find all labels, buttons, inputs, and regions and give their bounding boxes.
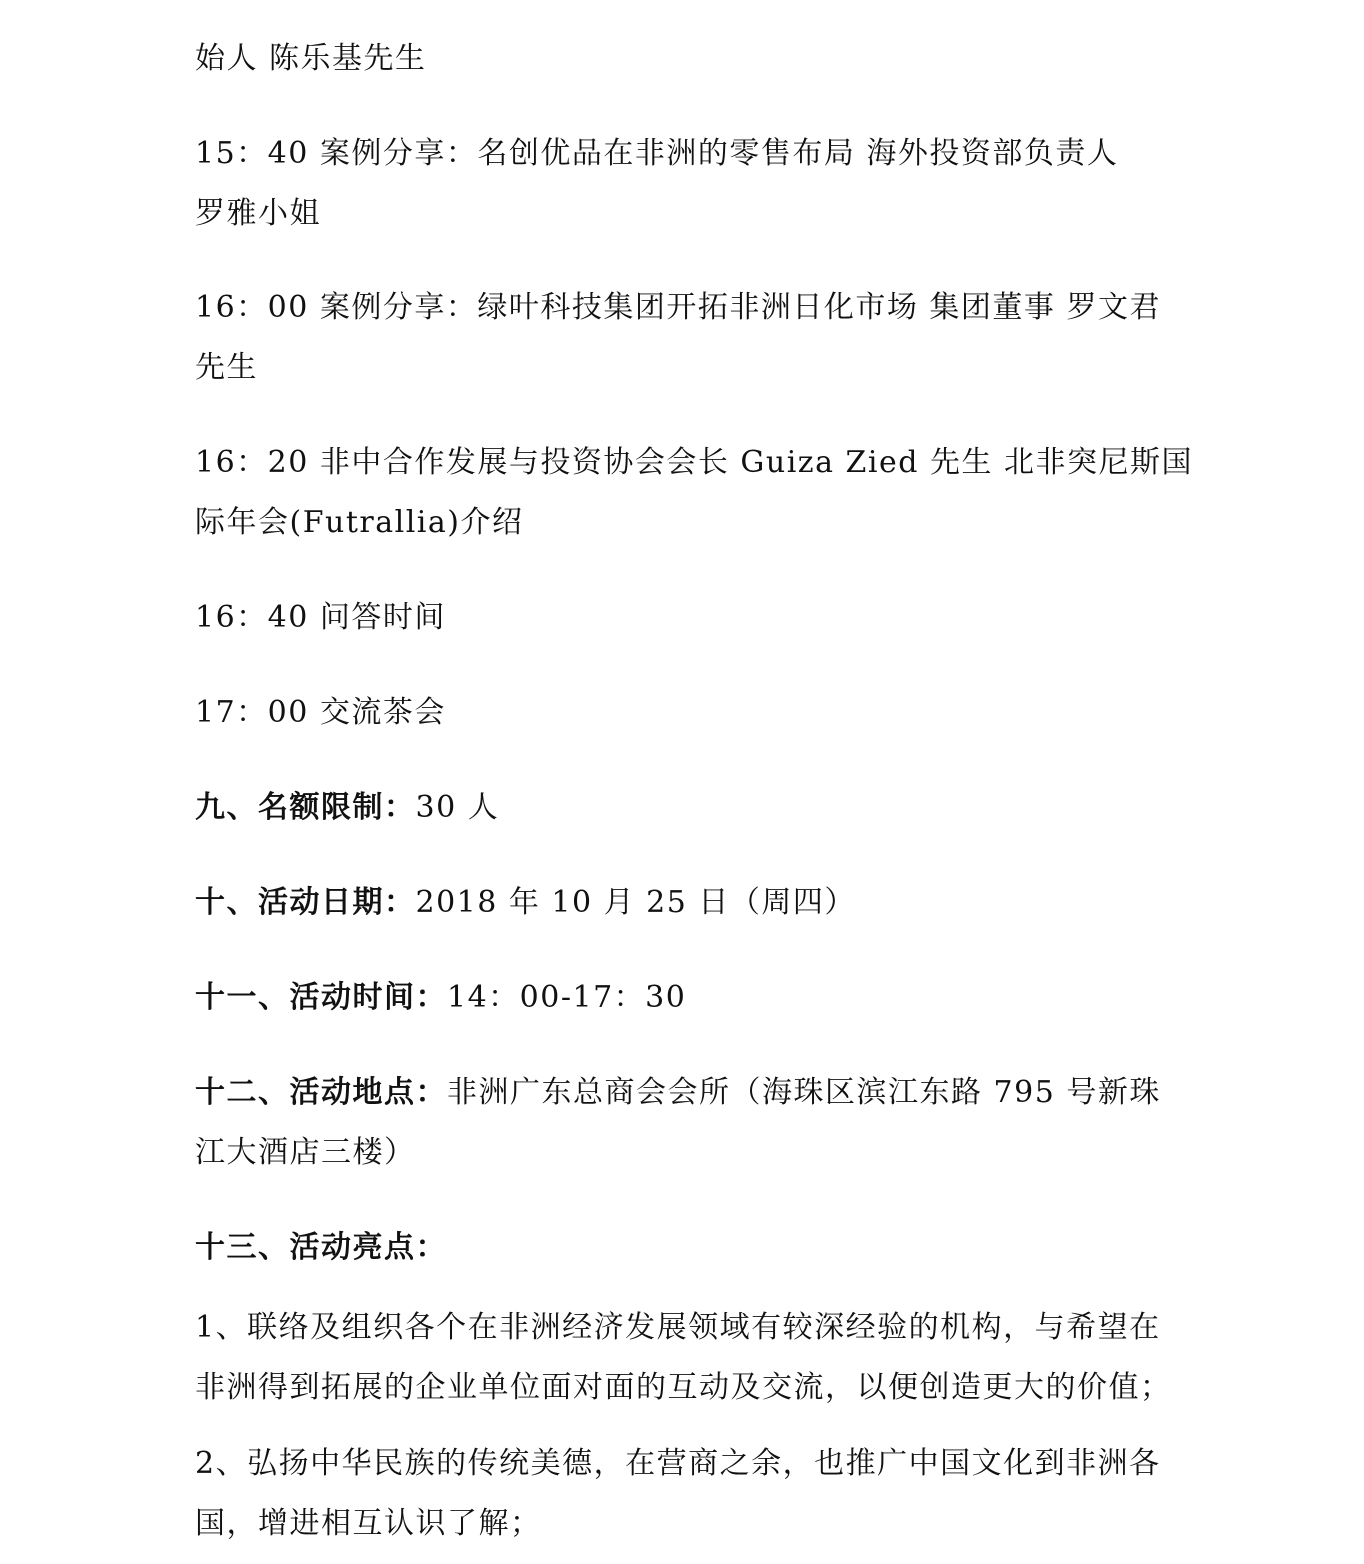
section-time <box>195 968 1175 1028</box>
agenda-item-1540-cont: 罗雅小姐 <box>195 196 321 231</box>
agenda-item-1700: 17：00 交流茶会 <box>195 695 446 730</box>
agenda-line-continuation: 始人 陈乐基先生 <box>195 41 427 76</box>
highlight-item-2-cont: 国，增进相互认识了解； <box>195 1506 542 1541</box>
section-date-label: 十、活动日期： <box>195 885 416 920</box>
highlight-item-1-cont: 非洲得到拓展的企业单位面对面的互动及交流，以便创造更大的价值； <box>195 1370 1172 1405</box>
section-time-value: 14：00-17：30 <box>447 980 687 1015</box>
section-date-value: 2018 年 10 月 25 日（周四） <box>415 885 856 920</box>
highlight-item-1: 1、联络及组织各个在非洲经济发展领域有较深经验的机构，与希望在 <box>195 1310 1161 1345</box>
agenda-item-1640: 16：40 问答时间 <box>195 600 446 635</box>
agenda-item-1600-cont: 先生 <box>195 350 258 385</box>
agenda-item-1600: 16：00 案例分享：绿叶科技集团开拓非洲日化市场 集团董事 罗文君 <box>195 290 1161 325</box>
highlight-item-2: 2、弘扬中华民族的传统美德，在营商之余，也推广中国文化到非洲各 <box>195 1446 1161 1481</box>
agenda-item-1620: 16：20 非中合作发展与投资协会会长 Guiza Zied 先生 北非突尼斯国 <box>195 445 1193 480</box>
section-venue-cont: 江大酒店三楼） <box>195 1135 416 1170</box>
section-quota-value: 30 人 <box>415 790 500 825</box>
section-venue-value: 非洲广东总商会会所（海珠区滨江东路 795 号新珠 <box>447 1075 1161 1110</box>
section-venue-label: 十二、活动地点： <box>195 1075 447 1110</box>
section-date <box>195 873 1175 933</box>
section-highlights-heading: 十三、活动亮点： <box>195 1230 447 1265</box>
section-venue <box>195 1063 1175 1123</box>
section-time-label: 十一、活动时间： <box>195 980 447 1015</box>
section-quota <box>195 778 1175 838</box>
section-quota-label: 九、名额限制： <box>195 790 416 825</box>
agenda-item-1620-cont: 际年会(Futrallia)介绍 <box>195 505 524 540</box>
agenda-item-1540: 15：40 案例分享：名创优品在非洲的零售布局 海外投资部负责人 <box>195 136 1119 171</box>
